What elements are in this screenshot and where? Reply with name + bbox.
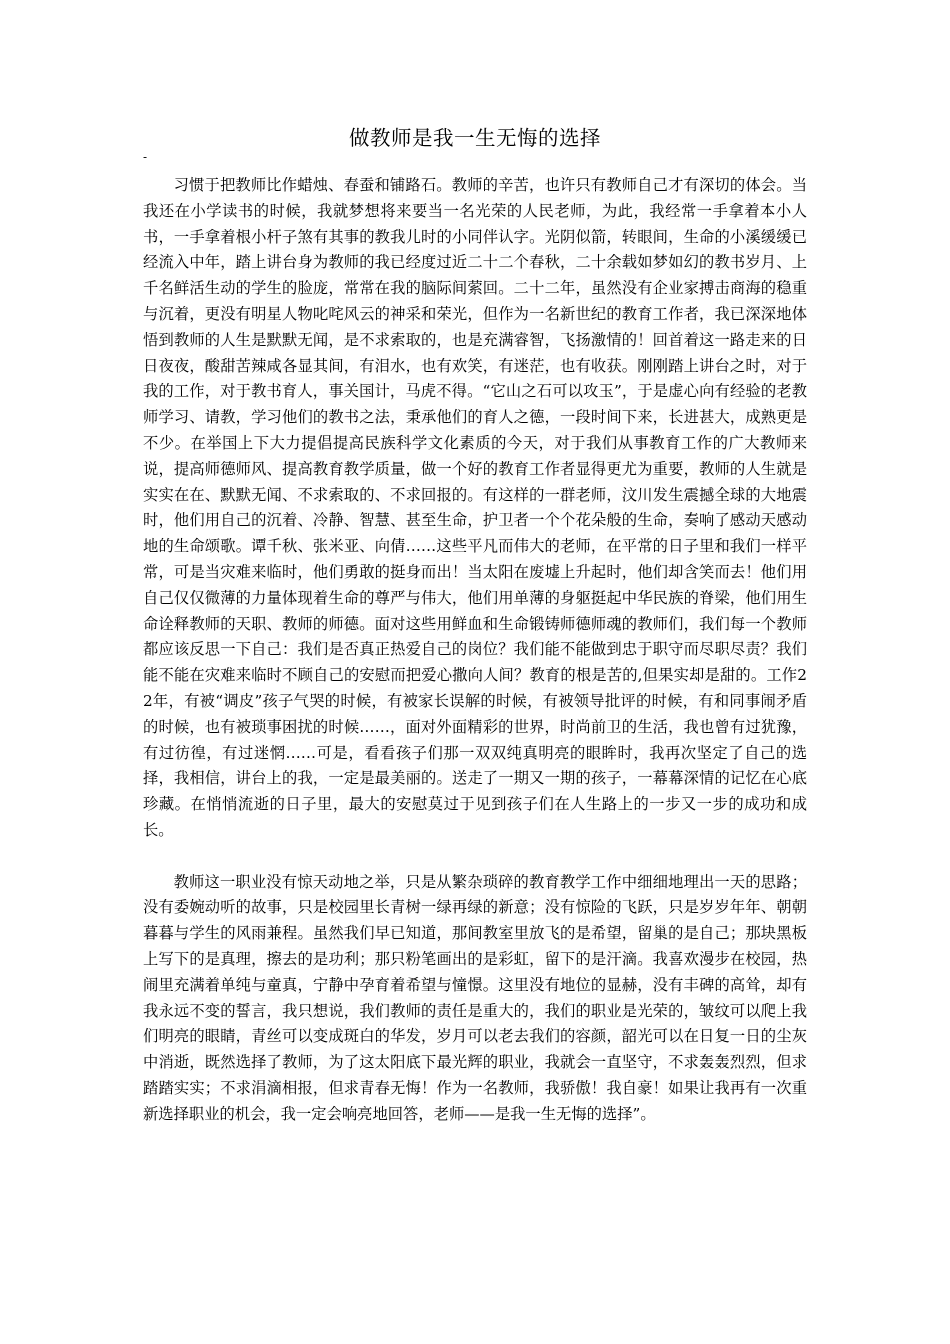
document-body <box>143 173 807 1127</box>
paragraph-spacer <box>143 844 807 870</box>
paragraph-2: 教师这一职业没有惊天动地之举，只是从繁杂琐碎的教育教学工作中细细地理出一天的思路；没有委婉动听的故事，只是校园里长青树一绿再绿的新意；没有惊险的飞跃，只是岁岁年年、朝朝暮暮与学生的风雨兼程。虽然我们早已知道，那间教室里放飞的是希望，留巢的是自己；那块黑板上写下的是真理，擦去的是功利；那只粉笔画出的是彩虹，留下的是汗滴。我喜欢漫步在校园，热闹里充满着单纯与童真，宁静中孕育着希望与憧憬。这里没有地位的显赫，没有丰碑的高耸，却有我永远不变的誓言，我只想说，我们教师的责任是重大的，我们的职业是光荣的，皱纹可以爬上我们明亮的眼睛，青丝可以变成斑白的华发，岁月可以老去我们的容颜，韶光可以在日复一日的尘灰中消逝，既然选择了教师，为了这太阳底下最光辉的职业，我就会一直坚守，不求轰轰烈烈，但求踏踏实实；不求涓滴相报，但求青春无悔！作为一名教师，我骄傲！我自豪！如果让我再有一次重新选择职业的机会，我一定会响亮地回答，老师——是我一生无悔的选择”。 <box>143 872 807 1123</box>
stray-dash-mark: - <box>143 150 148 164</box>
document-title: 做教师是我一生无悔的选择 <box>349 126 601 150</box>
paragraph-1: 习惯于把教师比作蜡烛、春蚕和铺路石。教师的辛苦，也许只有教师自己才有深切的体会。当我还在小学读书的时候，我就梦想将来要当一名光荣的人民老师，为此，我经常一手拿着本小人书，一手拿着根小杆子煞有其事的教我儿时的小同伴认字。光阴似箭，转眼间，生命的小溪缓缓已经流入中年，踏上讲台身为教师的我已经度过近二十二个春秋，二十余载如梦如幻的教书岁月、上千名鲜活生动的学生的脸庞，常常在我的脑际间萦回。二十二年，虽然没有企业家搏击商海的稳重与沉着，更没有明星人物叱咤风云的神采和荣光，但作为一名新世纪的教育工作者，我已深深地体悟到教师的人生是默默无闻，是不求索取的，也是充满睿智，飞扬激情的！回首着这一路走来的日日夜夜，酸甜苦辣咸各显其间，有泪水，也有欢笑，有迷茫，也有收获。刚刚踏上讲台之时，对于我的工作，对于教书育人，事关国计，马虎不得。“它山之石可以攻玉”，于是虚心向有经验的老教师学习、请教，学习他们的教书之法，秉承他们的育人之德，一段时间下来，长进甚大，成熟更是不少。在举国上下大力提倡提高民族科学文化素质的今天，对于我们从事教育工作的广大教师来说，提高师德师风、提高教育教学质量，做一个好的教育工作者显得更尤为重要，教师的人生就是实实在在、默默无闻、不求索取的、不求回报的。有这样的一群老师，汶川发生震撼全球的大地震时，他们用自己的沉着、冷静、智慧、甚至生命，护卫者一个个花朵般的生命，奏响了感动天感动地的生命颂歌。谭千秋、张米亚、向倩……这些平凡而伟大的老师，在平常的日子里和我们一样平常，可是当灾难来临时，他们勇敢的挺身而出！当太阳在废墟上升起时，他们却含笑而去！他们用自己仅仅微薄的力量体现着生命的尊严与伟大，他们用单薄的身躯挺起中华民族的脊梁，他们用生命诠释教师的天职、教师的师德。面对这些用鲜血和生命锻铸师德师魂的教师们，我们每一个教师都应该反思一下自己：我们是否真正热爱自己的岗位？我们能不能做到忠于职守而尽职尽责？我们能不能在灾难来临时不顾自己的安慰而把爱心撒向人间？教育的根是苦的,但果实却是甜的。工作22年，有被“调皮”孩子气哭的时候，有被家长误解的时候，有被领导批评的时候，有和同事闹矛盾的时候，也有被琐事困扰的时候……，面对外面精彩的世界，时尚前卫的生活，我也曾有过犹豫，有过彷徨，有过迷惘……可是，看看孩子们那一双双纯真明亮的眼眸时，我再次坚定了自己的选择，我相信，讲台上的我，一定是最美丽的。送走了一期又一期的孩子，一幕幕深情的记忆在心底珍藏。在悄悄流逝的日子里，最大的安慰莫过于见到孩子们在人生路上的一步又一步的成功和成长。 <box>143 176 807 839</box>
